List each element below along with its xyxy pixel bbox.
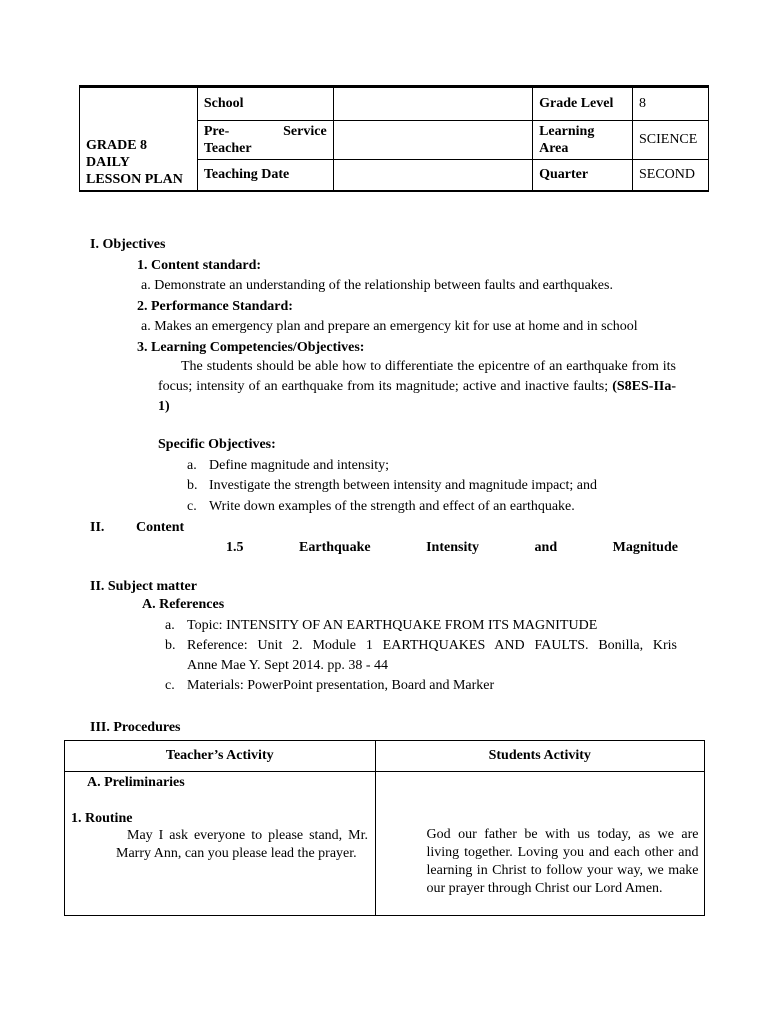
students-activity-cell xyxy=(375,772,704,916)
teacher-activity-cell xyxy=(65,772,376,916)
quarter-label: Quarter xyxy=(533,160,633,191)
reference-marker-c: c. xyxy=(165,678,175,693)
specific-item-a: Define magnitude and intensity; xyxy=(209,458,390,473)
specific-marker-b: b. xyxy=(187,478,198,493)
specific-marker-c: c. xyxy=(187,499,197,514)
specific-item-c: Write down examples of the strength and effect of an earthquake. xyxy=(209,499,575,514)
specific-marker-a: a. xyxy=(187,458,197,473)
lesson-header-table xyxy=(79,85,709,192)
reference-marker-b: b. xyxy=(165,638,176,653)
competencies-heading: 3. Learning Competencies/Objectives: xyxy=(137,340,365,355)
routine-label: 1. Routine xyxy=(71,811,133,826)
grade-level-value: 8 xyxy=(632,87,708,121)
reference-source-line2: Anne Mae Y. Sept 2014. pp. 38 - 44 xyxy=(187,658,389,673)
content-standard-heading: 1. Content standard: xyxy=(137,258,262,273)
students-prayer-text: God our father be with us today, as we are living together. Loving you and each other and learning in Christ to follow your way, we make our prayer through Christ our Lord Amen. xyxy=(426,827,699,896)
performance-standard-text: a. Makes an emergency plan and prepare an emergency kit for use at home and in school xyxy=(141,319,638,334)
specific-objectives-heading: Specific Objectives: xyxy=(158,437,276,452)
procedures-heading: III. Procedures xyxy=(90,720,181,735)
teacher-value xyxy=(333,121,532,160)
procedures-table xyxy=(64,740,705,916)
teacher-routine-text: May I ask everyone to please stand, Mr. Marry Ann, can you please lead the prayer. xyxy=(116,828,368,861)
references-heading: A. References xyxy=(142,597,225,612)
school-value xyxy=(333,87,532,121)
performance-standard-heading: 2. Performance Standard: xyxy=(137,299,293,314)
pre-service-teacher-label: Pre- Service Teacher xyxy=(197,121,333,160)
teacher-activity-header: Teacher’s Activity xyxy=(65,741,376,772)
reference-materials: Materials: PowerPoint presentation, Board and Marker xyxy=(187,678,495,693)
content-standard-text: a. Demonstrate an understanding of the relationship between faults and earthquakes. xyxy=(141,278,613,293)
quarter-value: SECOND xyxy=(632,160,708,191)
content-topic: 1.5 Earthquake Intensity and Magnitude xyxy=(226,540,678,555)
specific-item-b: Investigate the strength between intensity and magnitude impact; and xyxy=(209,478,598,493)
teaching-date-label: Teaching Date xyxy=(197,160,333,191)
subject-matter-heading: II. Subject matter xyxy=(90,579,197,594)
reference-source-line1: Reference: Unit 2. Module 1 EARTHQUAKES AND FAULTS. Bonilla, Kris xyxy=(187,638,677,653)
reference-topic: Topic: INTENSITY OF AN EARTHQUAKE FROM ITS MAGNITUDE xyxy=(187,618,598,633)
students-activity-header: Students Activity xyxy=(375,741,704,772)
content-heading: Content xyxy=(136,520,185,535)
preliminaries-label: A. Preliminaries xyxy=(87,775,185,790)
lesson-plan-title: GRADE 8 DAILY LESSON PLAN xyxy=(80,87,198,191)
competencies-paragraph: The students should be able how to differentiate the epicentre of an earthquake from its focus; intensity of an earthquake from its magnitude; active and inactive faults; (S8ES-IIa-1) xyxy=(158,359,676,414)
teaching-date-value xyxy=(333,160,532,191)
grade-level-label: Grade Level xyxy=(533,87,633,121)
reference-marker-a: a. xyxy=(165,618,175,633)
objectives-heading: I. Objectives xyxy=(90,237,166,252)
school-label: School xyxy=(197,87,333,121)
content-heading-number: II. xyxy=(90,520,105,535)
learning-area-label: Learning Area xyxy=(533,121,633,160)
learning-area-value: SCIENCE xyxy=(632,121,708,160)
